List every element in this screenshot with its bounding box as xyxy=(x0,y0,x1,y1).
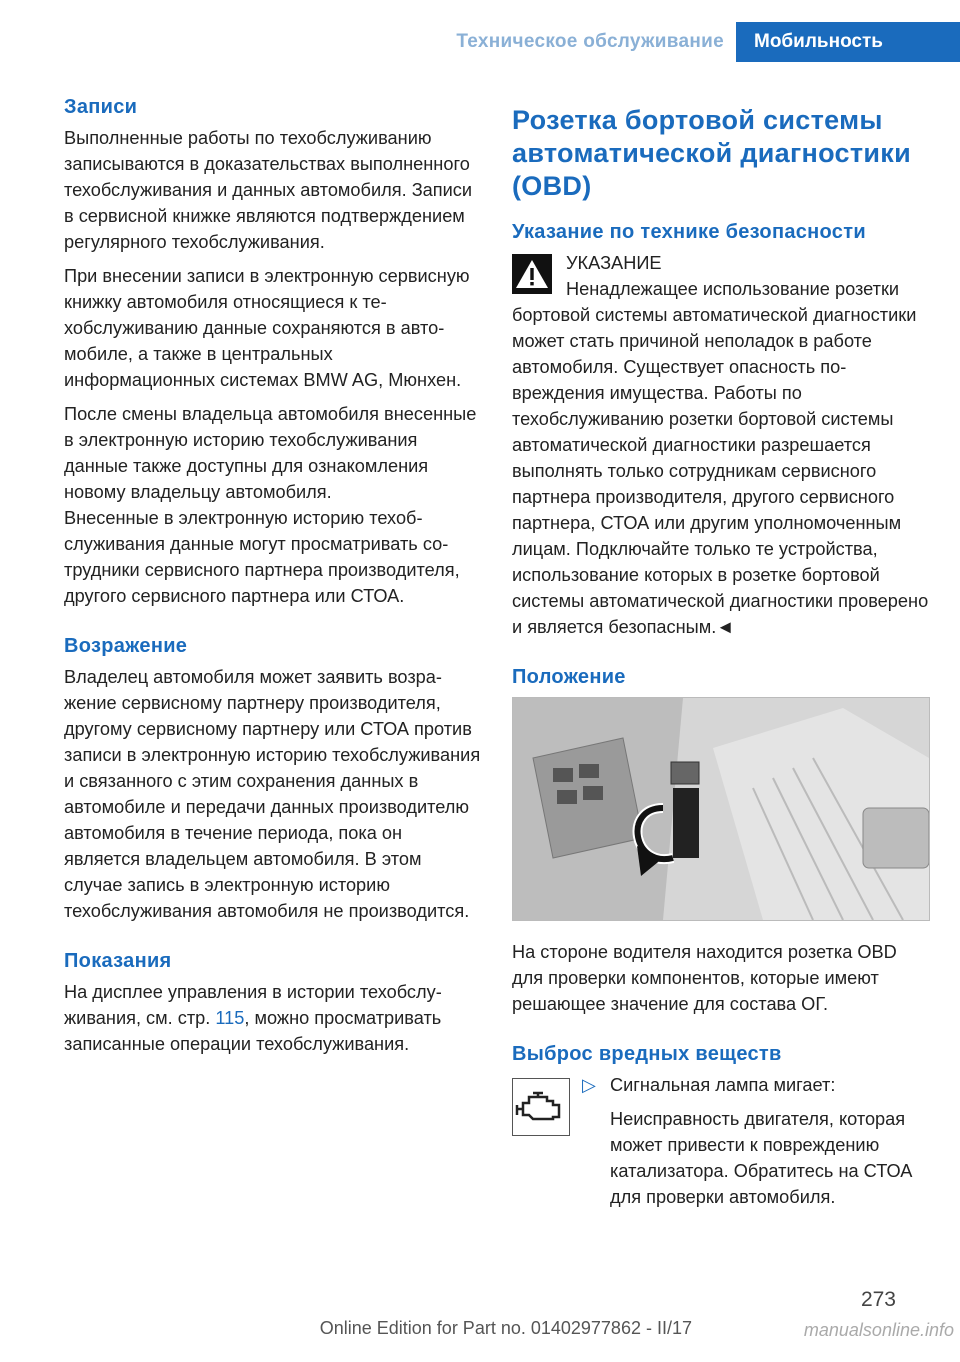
emissions-line-2: Неисправность двигателя, которая может привести к повреждению катализатора. Обратитесь на СТОА для проверки автомобиля. xyxy=(610,1109,913,1207)
warning-label: УКАЗАНИЕ xyxy=(566,253,662,273)
header-chapter-tab: Мобильность xyxy=(736,22,960,62)
page-footer xyxy=(0,1270,960,1362)
records-heading: Записи xyxy=(64,96,138,118)
site-watermark: manualsonline.info xyxy=(803,1320,954,1340)
engine-check-icon xyxy=(512,1078,570,1136)
emissions-bullet: ▷ xyxy=(582,1075,596,1095)
emissions-line-1: Сигнальная лампа мигает: xyxy=(610,1075,836,1095)
page-link-115[interactable]: 115 xyxy=(215,1008,245,1028)
obd-photo-illustration xyxy=(513,698,929,920)
position-heading: Положение xyxy=(512,666,626,688)
warning-triangle-icon xyxy=(512,254,552,294)
warning-block xyxy=(512,250,932,640)
position-paragraph: На стороне водителя находится розетка OBD для проверки компонентов, которые имеют решающее значение для состава ОГ. xyxy=(512,942,897,1014)
records-paragraph-2: При внесении записи в электронную сервисную книжку автомобиля относящиеся к техобслуживанию данные сохраняются в автомобиле, а также в центральных информационных системах BMW AG, Мюнхен. xyxy=(64,266,470,390)
right-column xyxy=(512,96,932,1218)
records-paragraph-4: Внесенные в электронную историю техобслуживания данные могут просматривать сотрудники сервисного партнера производителя, другого сервисного партнера или СТОА. xyxy=(64,508,460,606)
objection-heading: Возражение xyxy=(64,635,188,657)
display-paragraph: На дисплее управления в истории техобслуживания, см. стр. 115, можно просматривать записанные операции техобслуживания. xyxy=(64,982,442,1054)
header-section-title: Техническое обслуживание xyxy=(456,31,724,52)
objection-paragraph: Владелец автомобиля может заявить возражение сервисному партнеру производителя, другому сервисному партнеру или СТОА против записи в электронную историю техобслуживания и связанного с этим сохранения данных в автомобиле и передачи данных производителю автомобиля в течение периода, пока он является владельцем автомобиля. В этом случае запись в электронную историю техобслуживания автомобиля не производится. xyxy=(64,667,481,921)
display-heading: Показания xyxy=(64,950,172,972)
emissions-block xyxy=(512,1072,932,1210)
safety-heading: Указание по технике безопасности xyxy=(512,221,866,243)
obd-location-photo xyxy=(512,697,930,921)
edition-line: Online Edition for Part no. 01402977862 - II/17 xyxy=(319,1318,692,1338)
left-column xyxy=(64,96,482,1065)
records-paragraph-3: После смены владельца автомобиля внесенные в электронную историю техобслуживания данные также доступны для ознакомления новому владельцу автомобиля. xyxy=(64,404,477,502)
page-header xyxy=(0,0,960,62)
records-paragraph-1: Выполненные работы по техобслуживанию записываются в доказательствах выполненного техобслуживания и данных автомобиля. Записи в сервисной книжке являются подтверждением регулярного техобслуживания. xyxy=(64,128,473,252)
warning-text: Ненадлежащее использование розетки бортовой системы автоматической диагностики может стать причиной неполадок в работе автомобиля. Существует опасность повреждения имущества. Работы по техобслуживанию розетки бортовой системы автоматической диагностики разрешается выполнять только сотрудникам сервисного партнера производителя, другого сервисного партнера, СТОА или другим уполномоченным лицам. Подключайте только те устройства, использование которых в розетке бортовой системы автоматической диагностики проверено и является безопасным.◄ xyxy=(512,279,929,637)
emissions-heading: Выброс вредных веществ xyxy=(512,1043,782,1065)
page-number: 273 xyxy=(860,1288,896,1311)
obd-heading: Розетка бортовой системы автоматической диагностики (OBD) xyxy=(512,105,912,201)
